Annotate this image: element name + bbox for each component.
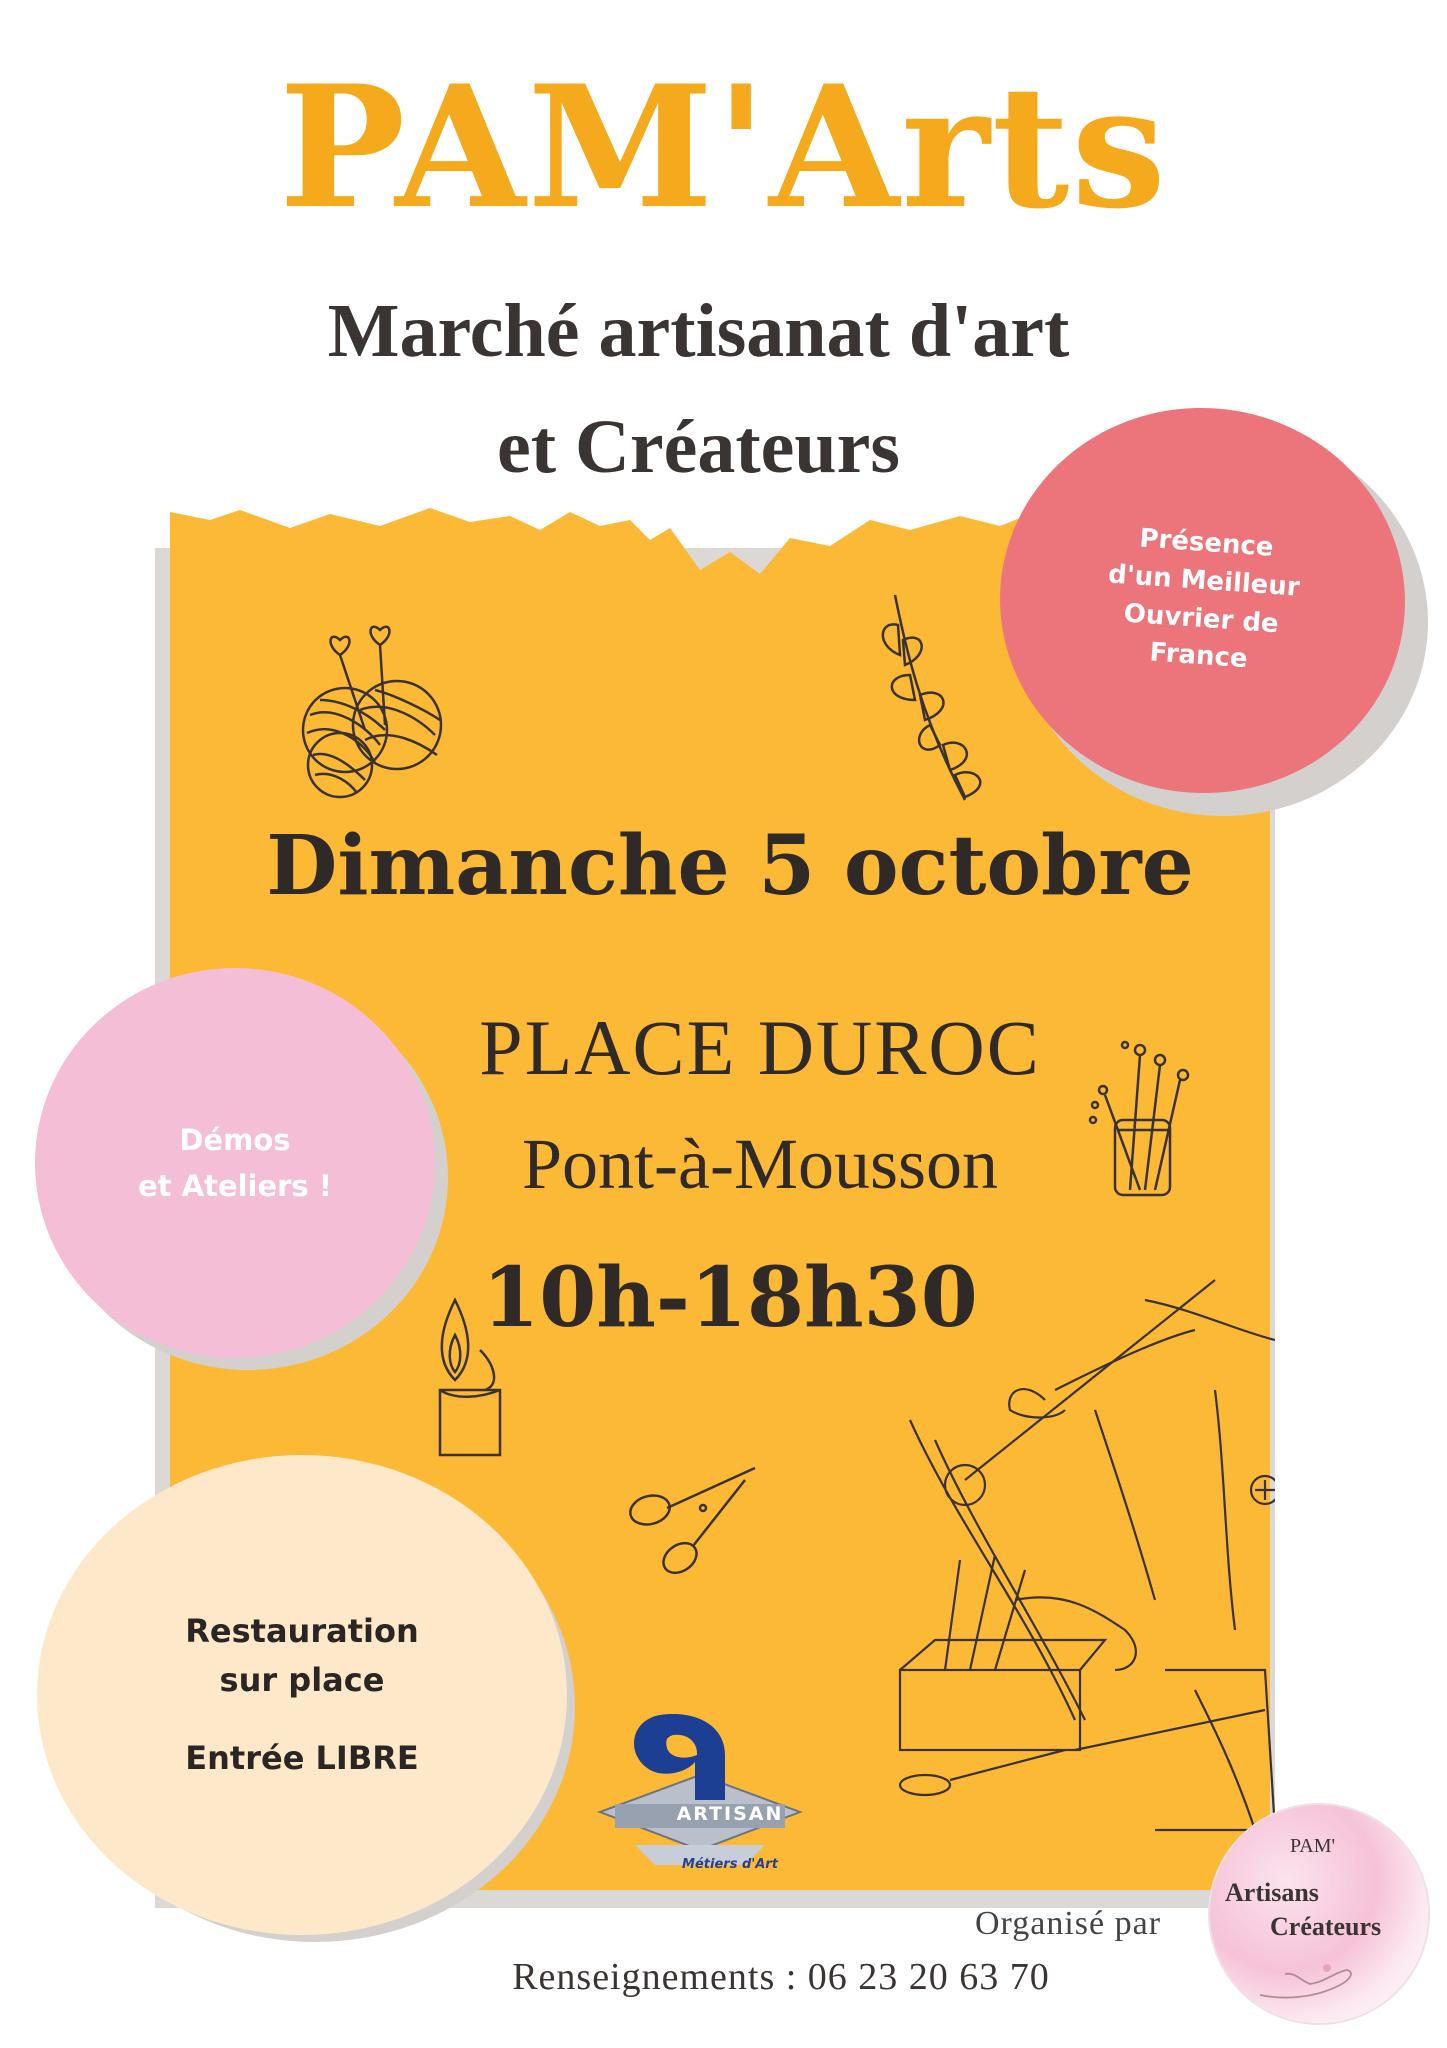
- event-town: Pont-à-Mousson: [521, 1124, 998, 1204]
- organizer-logo-line-3: Créateurs: [1270, 1912, 1382, 1941]
- event-hours: 10h-18h30: [482, 1250, 978, 1346]
- subtitle-line-2: et Créateurs: [496, 405, 900, 489]
- demos-badge-line-2: et Ateliers !: [137, 1169, 333, 1203]
- contact-info: Renseignements : 06 23 20 63 70: [512, 1956, 1050, 1998]
- glassblower-illustration-icon: [895, 1270, 1275, 1840]
- hand-icon: [1255, 1960, 1365, 2005]
- organised-by-label: Organisé par: [975, 1905, 1162, 1942]
- yarn-balls-icon: [285, 615, 455, 800]
- mof-badge-text: Présence d'un Meilleur Ouvrier de France: [1107, 523, 1301, 675]
- organizer-logo-line-1: PAM': [1290, 1835, 1336, 1857]
- subtitle-line-1: Marché artisanat d'art: [327, 289, 1070, 373]
- organizer-logo-line-2: Artisans: [1225, 1878, 1319, 1907]
- leaf-branch-icon: [865, 585, 1015, 810]
- artisan-logo-label: ARTISAN: [676, 1803, 784, 1825]
- poster-title: PAM'Arts: [279, 48, 1168, 246]
- event-place: PLACE DUROC: [479, 1004, 1041, 1091]
- artisan-logo-sublabel: Métiers d'Art: [682, 1857, 778, 1872]
- entree-text: Entrée LIBRE: [185, 1738, 419, 1777]
- event-date: Dimanche 5 octobre: [266, 818, 1194, 914]
- scissors-icon: [625, 1460, 765, 1580]
- restauration-text: Restauration sur place: [185, 1611, 419, 1700]
- demos-badge-line-1: Démos: [179, 1122, 291, 1157]
- resto-badge: [37, 1455, 567, 1935]
